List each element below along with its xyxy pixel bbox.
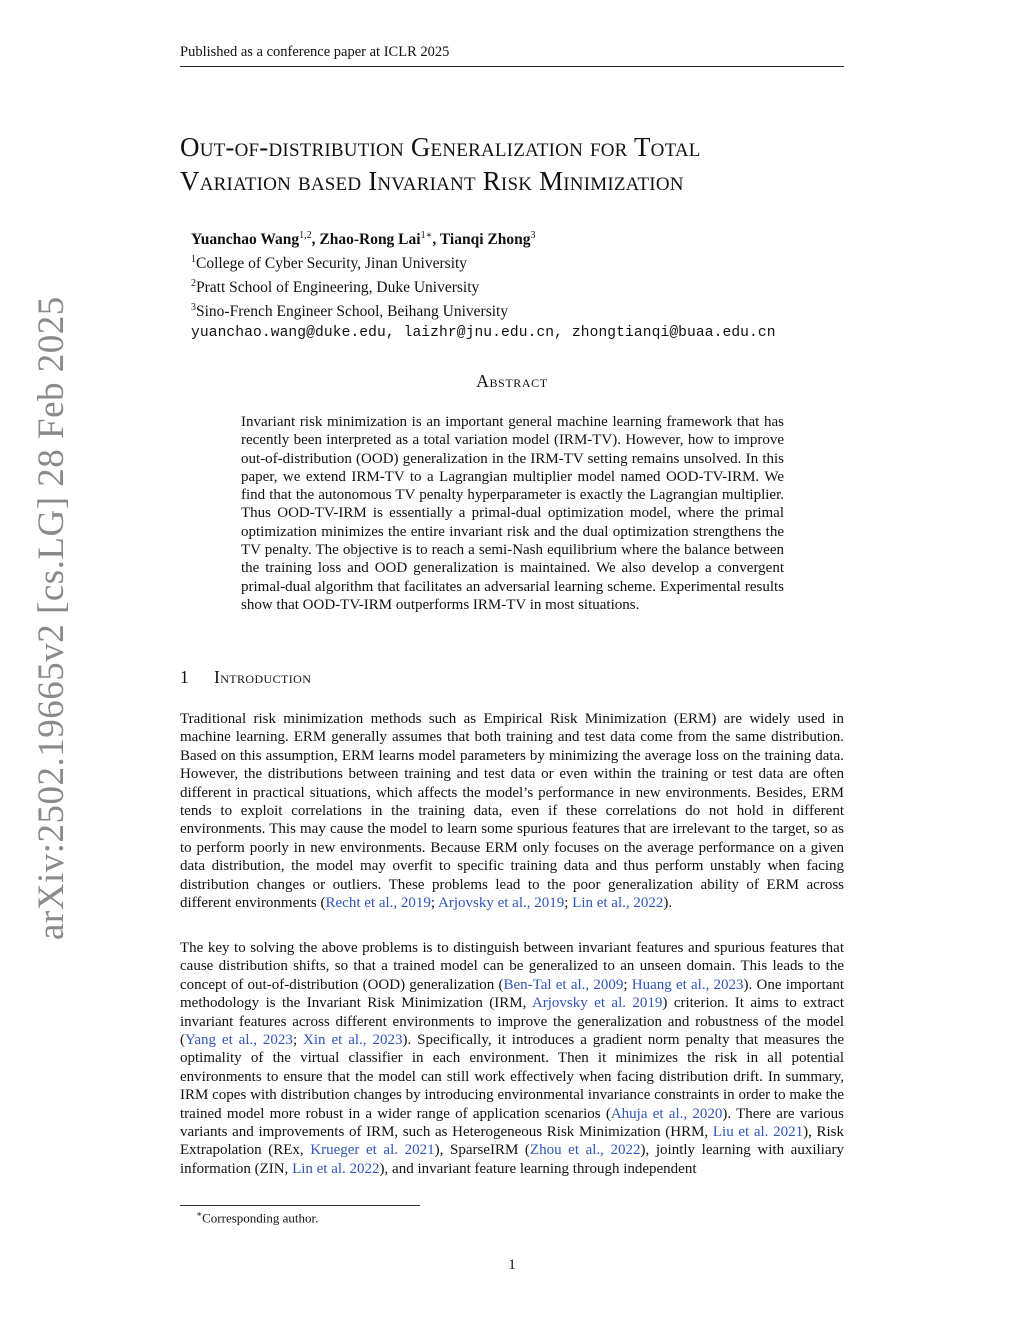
- author-names: Yuanchao Wang$^{1,2}$, Zhao-Rong Lai$^{1∗}$, Tianqi Zhong$^3$: [191, 230, 536, 249]
- title-line-1: Out-of-distribution Generalization for Total: [180, 132, 701, 162]
- author-sup: 1,2: [299, 230, 312, 241]
- citation-link[interactable]: Arjovsky et al., 2019: [438, 895, 565, 912]
- citation-link[interactable]: Liu et al. 2021: [712, 1124, 804, 1141]
- author-sup: 3: [530, 230, 536, 241]
- author-emails: yuanchao.wang@duke.edu, laizhr@jnu.edu.cn, zhongtianqi@buaa.edu.cn: [191, 324, 776, 341]
- author-name: Zhao-Rong Lai: [319, 231, 421, 249]
- citation-link[interactable]: Ahuja et al., 2020: [610, 1105, 723, 1122]
- author-name: Yuanchao Wang: [191, 231, 300, 249]
- citation-link[interactable]: Zhou et al., 2022: [529, 1142, 641, 1159]
- citation-link[interactable]: Lin et al., 2022: [572, 895, 664, 912]
- citation-link[interactable]: Arjovsky et al. 2019: [531, 995, 663, 1012]
- footnote: ∗Corresponding author.: [196, 1209, 319, 1226]
- affiliation-3: $^3$Sino-French Engineer School, Beihang University: [191, 302, 509, 321]
- citation-link[interactable]: Ben-Tal et al., 2009: [503, 976, 624, 993]
- intro-paragraph-2: The key to solving the above problems is to distinguish between invariant features and spurious features that cause distribution shifts, so that a trained model can be generalized to an unseen domain. This leads to the concept of out-of-distribution (OOD) generalization (Ben-Tal et al., 2009; Huang et al., 2023). One important methodology is the Invariant Risk Minimization (IRM, Arjovsky et al. 2019) criterion. It aims to extract invariant features across different environments to improve the generalization and robustness of the model (Yang et al., 2023; Xin et al., 2023). Specifically, it introduces a gradient norm penalty that measures the optimality of the virtual classifier in each environment. Then it minimizes the risk in all potential environments to ensure that the model can still work effectively when facing distribution drift. In summary, IRM copes with distribution changes by introducing environmental invariance constraints in order to make the trained model more robust in a wider range of application scenarios (Ahuja et al., 2020). There are various variants and improvements of IRM, such as Heterogeneous Risk Minimization (HRM, Liu et al. 2021), Risk Extrapolation (REx, Krueger et al. 2021), SparseIRM (Zhou et al., 2022), jointly learning with auxiliary information (ZIN, Lin et al. 2022), and invariant feature learning through independent: [180, 940, 845, 1177]
- affiliation-2: $^2$Pratt School of Engineering, Duke University: [191, 278, 480, 297]
- abstract-heading: Abstract: [476, 371, 548, 391]
- section-number: 1: [180, 667, 190, 687]
- paper-title: [180, 130, 870, 198]
- citation-link[interactable]: Lin et al. 2022: [292, 1160, 380, 1177]
- citation-link[interactable]: Huang et al., 2023: [631, 976, 744, 993]
- citation-link[interactable]: Xin et al., 2023: [303, 1032, 403, 1049]
- page-number: 1: [508, 1257, 516, 1273]
- citation-link[interactable]: Recht et al., 2019: [325, 895, 431, 912]
- author-sup: 1∗: [420, 230, 433, 241]
- abstract-text: Invariant risk minimization is an important general machine learning framework that has recently been interpreted as a total variation model (IRM-TV). However, how to improve out-of-distribution (OOD) generalization in the IRM-TV setting remains unsolved. In this paper, we extend IRM-TV to a Lagrangian multiplier model named OOD-TV-IRM. We find that the autonomous TV penalty hyperparameter is exactly the Lagrangian multiplier. Thus OOD-TV-IRM is essentially a primal-dual optimization model, where the primal optimization minimizes the entire invariant risk and the dual optimization strengthens the TV penalty. The objective is to reach a semi-Nash equilibrium where the balance between the training loss and OOD generalization is maintained. We also develop a convergent primal-dual algorithm that facilitates an adversarial learning scheme. Experimental results show that OOD-TV-IRM outperforms IRM-TV in most situations.: [241, 414, 784, 613]
- arxiv-stamp: arXiv:2502.19665v2 [cs.LG] 28 Feb 2025: [31, 296, 72, 940]
- title-line-2: Variation based Invariant Risk Minimization: [180, 166, 684, 196]
- section-heading: [180, 667, 844, 688]
- running-header: Published as a conference paper at ICLR 2025: [180, 44, 844, 67]
- author-block: [191, 226, 871, 343]
- section-title: Introduction: [214, 667, 312, 687]
- citation-link[interactable]: Krueger et al. 2021: [310, 1142, 435, 1159]
- affiliation-1: $^1$College of Cyber Security, Jinan University: [191, 254, 468, 273]
- citation-link[interactable]: Yang et al., 2023: [185, 1032, 293, 1049]
- author-name: Tianqi Zhong: [439, 231, 531, 249]
- footnote-rule: [180, 1205, 420, 1206]
- intro-paragraph-1: Traditional risk minimization methods such as Empirical Risk Minimization (ERM) are widely used in machine learning. ERM generally assumes that both training and test data come from the same distribution. Based on this assumption, ERM learns model parameters by minimizing the average loss on the training data. However, the distributions between training and test data or even within the training or test data are often different in practical situations, which affects the model’s performance in new environments. Besides, ERM tends to exploit correlations in the training data, even if these correlations do not hold in different environments. This may cause the model to learn some spurious features that are irrelevant to the target, so as to perform poorly in new environments. Because ERM only focuses on the average performance on a given data distribution, the model may overfit to specific training data and thus perform unstably when facing distribution changes or outliers. These problems lead to the poor generalization ability of ERM across different environments (Recht et al., 2019; Arjovsky et al., 2019; Lin et al., 2022).: [180, 711, 844, 912]
